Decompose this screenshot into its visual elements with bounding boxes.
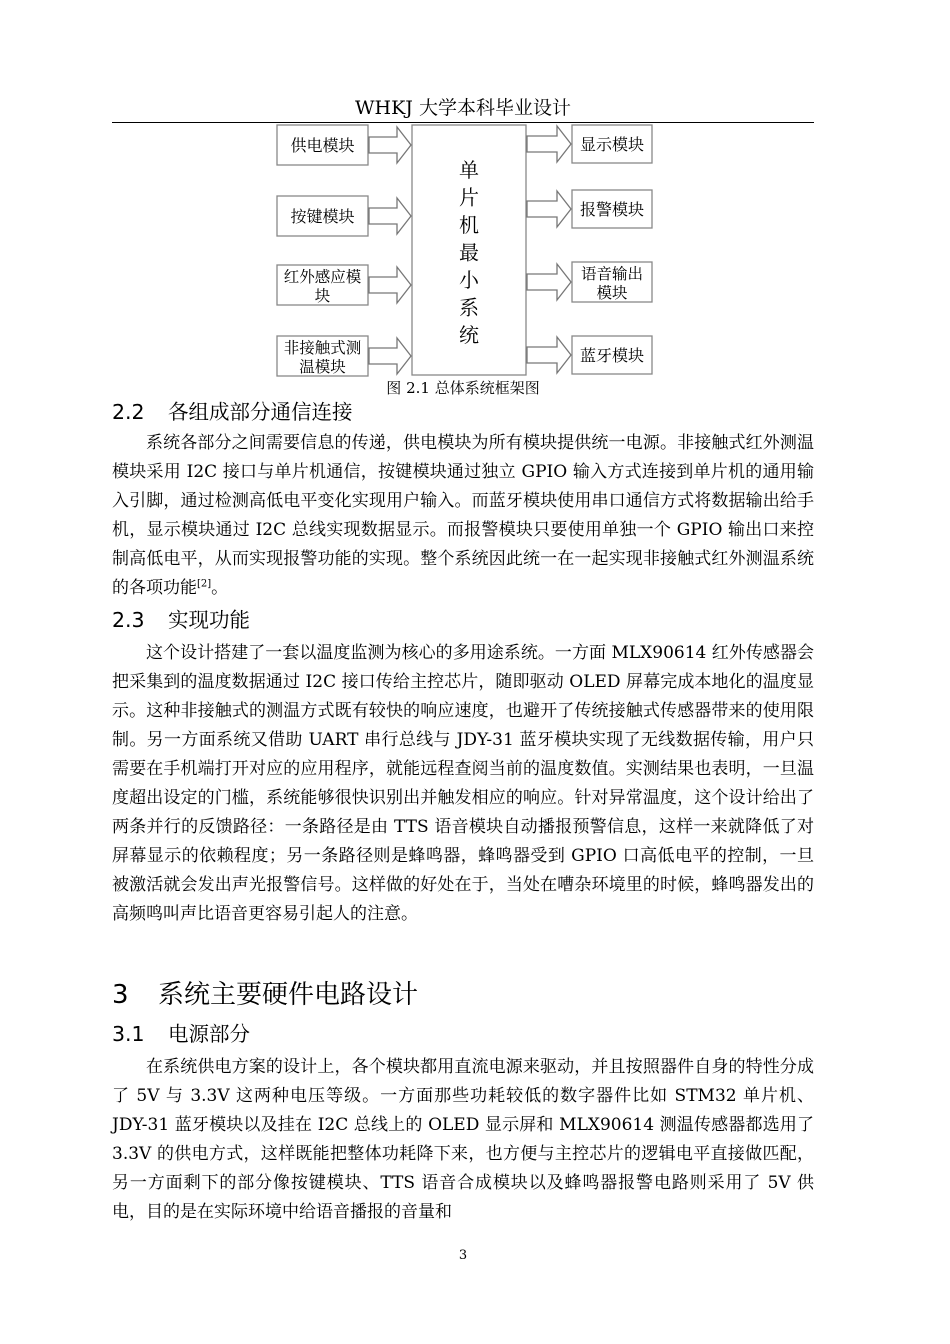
right-arrow — [527, 264, 571, 300]
mcu-label-char: 单 — [459, 158, 479, 182]
right-module-label: 蓝牙模块 — [579, 346, 645, 365]
citation: [2] — [197, 578, 212, 590]
left-arrow — [369, 127, 411, 163]
paragraph-text: 系统各部分之间需要信息的传递，供电模块为所有模块提供统一电源。非接触式红外测温模块采用 I2C 接口与单片机通信，按键模块通过独立 GPIO 输入方式连接到单片机的通用输入引脚，通过检测高低电平变化实现用户输入。而蓝牙模块使用串口通信方式将数据输出给手机，显示模块通过 I2C 总线实现数据显示。而报警模块只要使用单独一个 GPIO 输出口来控制高低电平，从而实现报警功能的实现。整个系统因此统一在一起实现非接触式红外测温系统的各项功能 — [112, 433, 814, 598]
left-module-label: 非接触式测 — [283, 339, 362, 357]
section-2-3-heading — [112, 606, 250, 634]
right-module-label: 语音输出 — [580, 265, 644, 283]
mcu-label-char: 机 — [459, 213, 479, 237]
left-arrow — [369, 338, 411, 374]
right-arrow — [527, 337, 571, 373]
right-arrow — [527, 126, 571, 162]
paragraph-end: 。 — [211, 578, 229, 598]
section-2-2-paragraph — [112, 429, 814, 603]
section-2-3-paragraph: 这个设计搭建了一套以温度监测为核心的多用途系统。一方面 MLX90614 红外传感器会把采集到的温度数据通过 I2C 接口传给主控芯片，随即驱动 OLED 屏幕完成本地化的温度显示。这种非接触式的测温方式既有较快的响应速度，也避开了传统接触式传感器带来的使用限制。另一方面系统又借助 UART 串行总线与 JDY-31 蓝牙模块实现了无线数据传输，用户只需要在手机端打开对应的应用程序，就能远程查阅当前的温度数值。实测结果也表明，一旦温度超出设定的门槛，系统能够很快识别出并触发相应的响应。针对异常温度，这个设计给出了两条并行的反馈路径：一条路径是由 TTS 语音模块自动播报预警信息，这样一来就降低了对屏幕显示的依赖程度；另一条路径则是蜂鸣器，蜂鸣器受到 GPIO 口高低电平的控制，一旦被激活就会发出声光报警信号。这样做的好处在于，当处在嘈杂环境里的时候，蜂鸣器发出的高频鸣叫声比语音更容易引起人的注意。 — [112, 643, 814, 924]
mcu-label-char: 最 — [459, 240, 479, 265]
system-block-diagram — [0, 0, 950, 380]
section-title: 电源部分 — [168, 1022, 250, 1046]
left-module-label: 按键模块 — [290, 207, 355, 226]
left-module-label: 块 — [314, 287, 331, 305]
section-number: 2.2 — [112, 400, 145, 424]
right-module-label: 模块 — [596, 284, 628, 302]
left-arrow — [369, 267, 411, 303]
left-module-label: 红外感应模 — [283, 268, 362, 286]
mcu-label-char: 系 — [459, 295, 479, 320]
page-number: 3 — [458, 1248, 468, 1263]
mcu-label-char: 片 — [459, 185, 479, 210]
mcu-label-char: 小 — [459, 268, 479, 292]
mcu-label-char: 统 — [459, 323, 479, 347]
section-3-1-paragraph: 在系统供电方案的设计上，各个模块都用直流电源来驱动，并且按照器件自身的特性分成了 5V 与 3.3V 这两种电压等级。一方面那些功耗较低的数字器件比如 STM32 单片机、JDY-31 蓝牙模块以及挂在 I2C 总线上的 OLED 显示屏和 MLX90614 测温传感器都选用了 3.3V 的供电方式，这样既能把整体功耗降下来，也方便与主控芯片的逻辑电平直接做匹配，另一方面剩下的部分像按键模块、TTS 语音合成模块以及蜂鸣器报警电路则采用了 5V 供电，目的是在实际环境中给语音播报的音量和 — [112, 1057, 814, 1222]
left-module-label: 供电模块 — [290, 136, 355, 155]
section-3-1-heading — [112, 1020, 250, 1048]
right-module-label: 显示模块 — [579, 135, 645, 154]
right-arrow — [527, 191, 571, 227]
page-header: WHKJ 大学本科毕业设计 — [355, 97, 571, 119]
left-arrow — [369, 198, 411, 234]
left-module-label: 温模块 — [299, 358, 346, 376]
chapter-3-heading — [112, 978, 418, 1012]
chapter-title: 系统主要硬件电路设计 — [158, 980, 419, 1010]
figure-caption: 图 2.1 总体系统框架图 — [386, 379, 540, 397]
right-module-label: 报警模块 — [579, 200, 645, 219]
chapter-number: 3 — [112, 980, 129, 1010]
section-title: 各组成部分通信连接 — [168, 400, 353, 424]
section-number: 2.3 — [112, 608, 145, 632]
section-number: 3.1 — [112, 1022, 145, 1046]
section-title: 实现功能 — [168, 608, 250, 632]
section-2-2-heading — [112, 398, 353, 426]
